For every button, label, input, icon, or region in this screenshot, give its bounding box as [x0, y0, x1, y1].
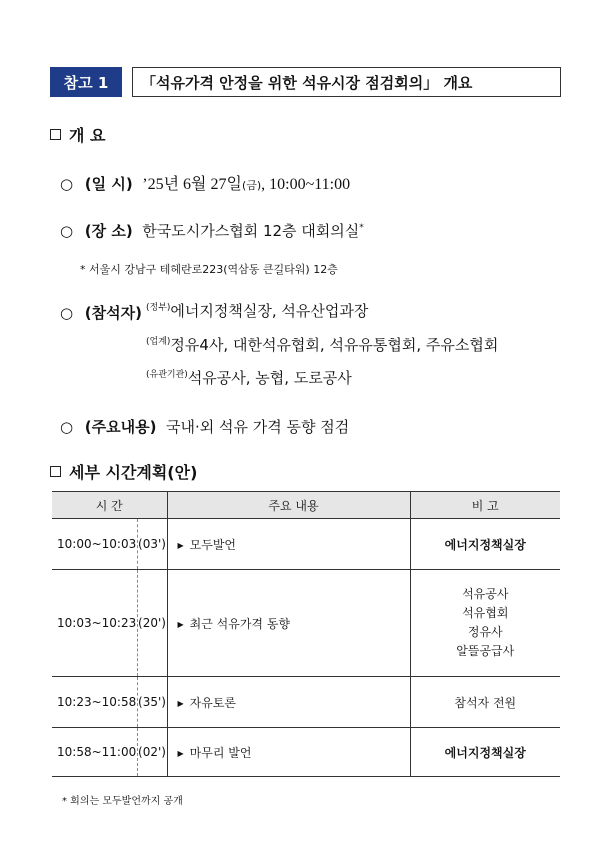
table-row [52, 519, 560, 570]
time-cell: 10:03~10:23 [52, 570, 137, 677]
document-title: 「석유가격 안정을 위한 석유시장 점검회의」 개요 [132, 67, 561, 97]
circle-bullet-icon: ○ [60, 222, 74, 240]
triangle-bullet-icon: ▶ [177, 619, 184, 629]
duration-cell: (03') [137, 519, 167, 570]
venue-footnote-mark: * [359, 223, 364, 233]
table-row [52, 570, 560, 677]
agenda-row [60, 416, 349, 437]
time-cell: 10:00~10:03 [52, 519, 137, 570]
schedule-footnote: * 회의는 모두발언까지 공개 [62, 796, 183, 807]
square-bullet-icon [50, 466, 61, 477]
venue-value: 한국도시가스협회 12층 대회의실 [142, 222, 360, 240]
date-time: , 10:00~11:00 [261, 176, 351, 193]
duration-cell: (35') [137, 677, 167, 728]
table-row [52, 728, 560, 777]
attendees-row [60, 302, 142, 323]
time-cell: 10:58~11:00 [52, 728, 137, 777]
date-weekday: (금) [241, 179, 262, 192]
note-cell: 참석자 전원 [410, 677, 560, 728]
overview-heading: 개 요 [50, 123, 105, 146]
duration-cell: (20') [137, 570, 167, 677]
date-row [60, 171, 350, 194]
duration-cell: (02') [137, 728, 167, 777]
table-header-row [52, 492, 560, 519]
date-value: ’25년 6월 27일 [142, 176, 242, 193]
venue-label: (장 소) [84, 222, 133, 240]
column-header-time: 시 간 [52, 492, 167, 519]
note-cell: 에너지정책실장 [410, 519, 560, 570]
column-header-content: 주요 내용 [167, 492, 410, 519]
content-cell: ▶ 마무리 발언 [167, 728, 410, 777]
table-row [52, 677, 560, 728]
venue-note: * 서울시 강남구 테헤란로223(역삼동 큰길타워) 12층 [80, 263, 338, 276]
attendee-line: $^{(업계)}$정유4사, 대한석유협회, 석유유통협회, 주유소협회 [146, 336, 499, 354]
attendee-line: $^{(유관기관)}$석유공사, 농협, 도로공사 [146, 369, 352, 387]
attendee-line: $^{(정부)}$에너지정책실장, 석유산업과장 [146, 302, 369, 320]
agenda-label: (주요내용) [84, 418, 157, 436]
reference-label: 참고 1 [50, 67, 122, 97]
content-cell: ▶ 최근 석유가격 동향 [167, 570, 410, 677]
note-cell: 에너지정책실장 [410, 728, 560, 777]
column-header-note: 비 고 [410, 492, 560, 519]
date-label: (일 시) [84, 175, 133, 193]
triangle-bullet-icon: ▶ [177, 698, 184, 708]
square-bullet-icon [50, 129, 61, 140]
schedule-heading: 세부 시간계획(안) [50, 460, 197, 483]
venue-row [60, 220, 364, 241]
circle-bullet-icon: ○ [60, 418, 74, 436]
triangle-bullet-icon: ▶ [177, 540, 184, 550]
agenda-value: 국내·외 석유 가격 동향 점검 [166, 418, 350, 436]
content-cell: ▶ 모두발언 [167, 519, 410, 570]
circle-bullet-icon: ○ [60, 175, 74, 193]
triangle-bullet-icon: ▶ [177, 748, 184, 758]
attendees-label: (참석자) [84, 304, 142, 322]
schedule-table [52, 491, 560, 777]
time-cell: 10:23~10:58 [52, 677, 137, 728]
note-cell: 석유공사 석유협회 정유사 알뜰공급사 [410, 570, 560, 677]
circle-bullet-icon: ○ [60, 304, 74, 322]
content-cell: ▶ 자유토론 [167, 677, 410, 728]
